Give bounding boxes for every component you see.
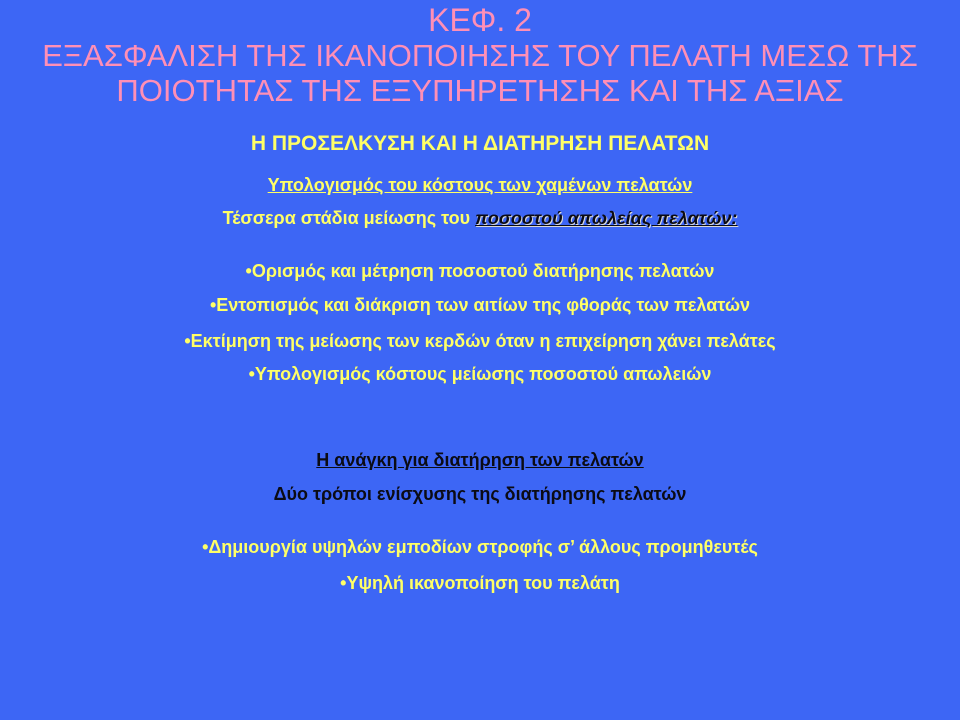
title-line-1: ΕΞΑΣΦΑΛΙΣΗ ΤΗΣ ΙΚΑΝΟΠΟΙΗΣΗΣ ΤΟΥ ΠΕΛΑΤΗ ΜΕΣΩ ΤΗΣ xyxy=(42,38,918,73)
title-line-2: ΠΟΙΟΤΗΤΑΣ ΤΗΣ ΕΞΥΠΗΡΕΤΗΣΗΣ ΚΑΙ ΤΗΣ ΑΞΙΑΣ xyxy=(116,73,844,108)
section1-subtitle: Υπολογισμός του κόστους των χαμένων πελατών xyxy=(267,175,693,195)
section2-intro: Δύο τρόποι ενίσχυσης της διατήρησης πελατών xyxy=(273,484,687,504)
section1-intro-plain: Τέσσερα στάδια μείωσης του xyxy=(222,208,476,228)
slide-title xyxy=(0,3,960,108)
section1-bullet-4: •Υπολογισμός κόστους μείωσης ποσοστού απωλειών xyxy=(248,364,712,384)
section1-intro-emphasis: ποσοστού απωλείας πελατών: xyxy=(475,208,738,228)
chapter-title: ΚΕΦ. 2 xyxy=(428,2,532,38)
section2-subtitle: Η ανάγκη για διατήρηση των πελατών xyxy=(316,450,644,470)
section1-bullet-2: •Εντοπισμός και διάκριση των αιτίων της φθοράς των πελατών xyxy=(209,295,751,315)
section1-intro xyxy=(0,207,960,229)
section2-bullet-2: •Υψηλή ικανοποίηση του πελάτη xyxy=(340,573,620,593)
section1-bullet-1: •Ορισμός και μέτρηση ποσοστού διατήρησης πελατών xyxy=(245,261,715,281)
section2-bullet-1: •Δημιουργία υψηλών εμποδίων στροφής σ’ άλλους προμηθευτές xyxy=(202,537,758,557)
section1-bullet-3: •Εκτίμηση της μείωσης των κερδών όταν η επιχείρηση χάνει πελάτες xyxy=(184,331,776,351)
section-heading: Η ΠΡΟΣΕΛΚΥΣΗ ΚΑΙ Η ΔΙΑΤΗΡΗΣΗ ΠΕΛΑΤΩΝ xyxy=(250,132,710,155)
